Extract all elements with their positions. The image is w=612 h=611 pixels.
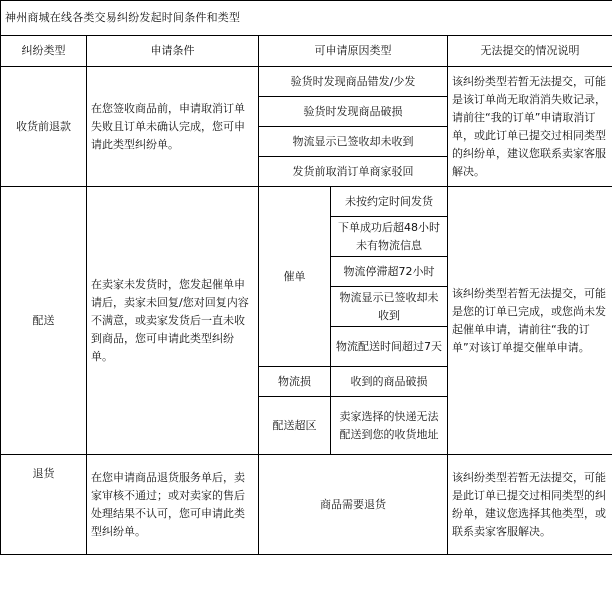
table-row [1,455,612,555]
explanation-delivery: 该纠纷类型若暂无法提交，可能是您的订单已完成，或您尚未发起催单申请，请前往“我的订单”对该订单提交催单申请。 [448,187,612,455]
condition-return: 在您申请商品退货服务单后，卖家审核不通过；或对卖家的售后处理结果不认可，您可申请此类型纠纷单。 [87,455,259,555]
explanation-return: 该纠纷类型若暂无法提交，可能是此订单已提交过相同类型的纠纷单，建议您选择其他类型，或联系卖家客服解决。 [448,455,612,555]
condition-delivery: 在卖家未发货时，您发起催单申请后，卖家未回复/您对回复内容不满意，或卖家发货后一直未收到商品，您可申请此类型纠纷单。 [87,187,259,455]
reason-cell: 未按约定时间发货 [331,187,448,217]
table-row [1,67,612,97]
group-label-out-of-area: 配送超区 [259,397,331,455]
header-explanation: 无法提交的情况说明 [448,36,612,67]
reason-cell: 物流停滞超72小时 [331,257,448,287]
reason-cell: 验货时发现商品错发/少发 [259,67,448,97]
reason-cell: 下单成功后超48小时未有物流信息 [331,217,448,257]
reason-cell: 发货前取消订单商家驳回 [259,157,448,187]
header-condition: 申请条件 [87,36,259,67]
reason-return: 商品需要退货 [259,455,448,555]
explanation-before-receipt: 该纠纷类型若暂无法提交，可能是该订单尚无取消消失败记录，请前往“我的订单”申请取消订单，或此订单已提交过相同类型的纠纷单，建议您联系卖家客服解决。 [448,67,612,187]
reason-cell: 卖家选择的快递无法配送到您的收货地址 [331,397,448,455]
dispute-type-delivery: 配送 [1,187,87,455]
table-title: 神州商城在线各类交易纠纷发起时间条件和类型 [1,1,612,36]
group-label-logistics-damage: 物流损 [259,367,331,397]
reason-cell: 物流显示已签收却未收到 [331,287,448,327]
header-row [1,36,612,67]
reason-cell: 收到的商品破损 [331,367,448,397]
condition-before-receipt: 在您签收商品前，申请取消订单失败且订单未确认完成，您可申请此类型纠纷单。 [87,67,259,187]
dispute-type-before-receipt: 收货前退款 [1,67,87,187]
dispute-type-return: 退货 [1,455,87,555]
group-label-urge: 催单 [259,187,331,367]
reason-cell: 物流显示已签收却未收到 [259,127,448,157]
table-row [1,187,612,217]
reason-cell: 验货时发现商品破损 [259,97,448,127]
reason-cell: 物流配送时间超过7天 [331,327,448,367]
header-reason-type: 可申请原因类型 [259,36,448,67]
header-dispute-type: 纠纷类型 [1,36,87,67]
